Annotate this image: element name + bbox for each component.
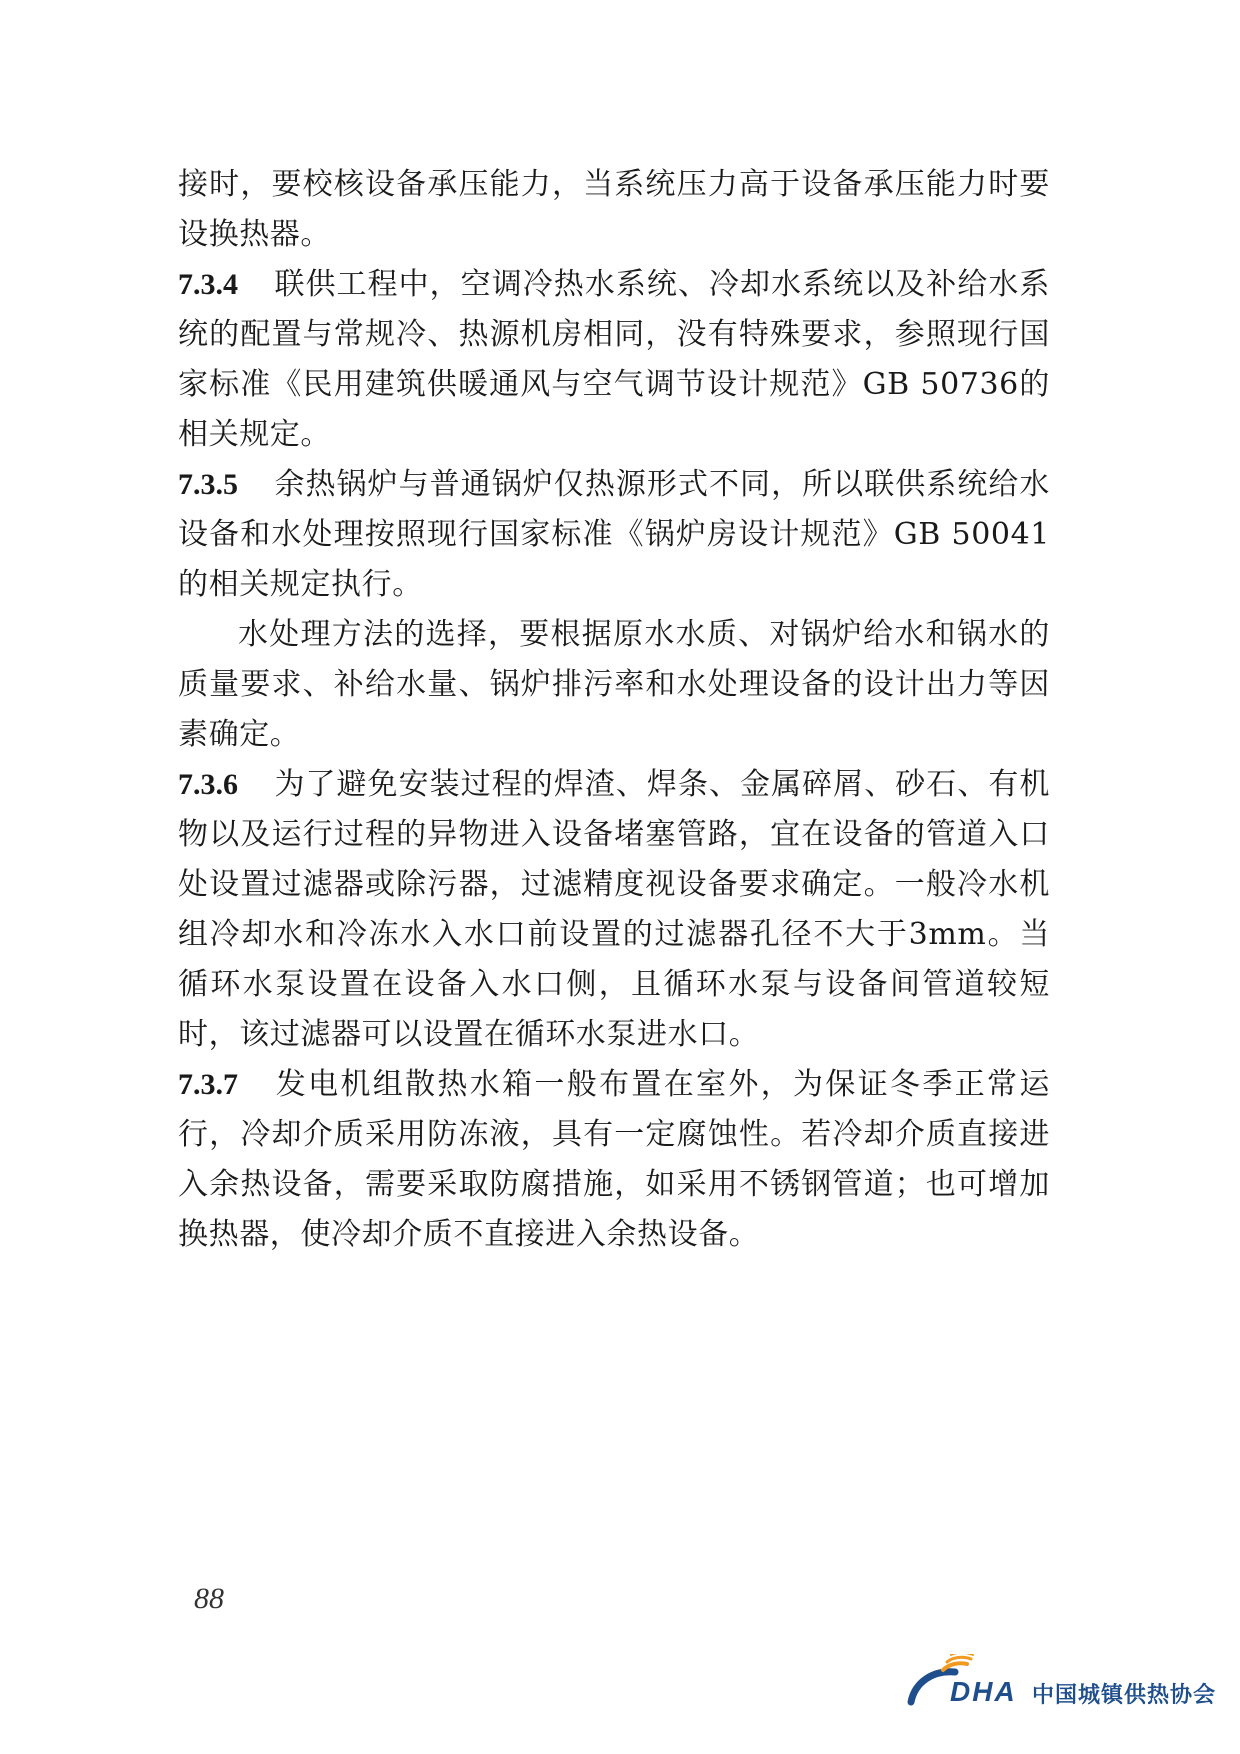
document-body bbox=[178, 160, 1050, 1260]
paragraph-text: 余热锅炉与普通锅炉仅热源形式不同，所以联供系统给水设备和水处理按照现行国家标准《锅炉房设计规范》GB 50041的相关规定执行。 bbox=[178, 467, 1050, 602]
clause-7-3-4 bbox=[178, 260, 1050, 460]
paragraph-text: 发电机组散热水箱一般布置在室外，为保证冬季正常运行，冷却介质采用防冻液，具有一定腐蚀性。若冷却介质直接进入余热设备，需要采取防腐措施，如采用不锈钢管道；也可增加换热器，使冷却介质不直接进入余热设备。 bbox=[178, 1067, 1050, 1252]
clause-7-3-5 bbox=[178, 460, 1050, 610]
paragraph-text: 水处理方法的选择，要根据原水水质、对锅炉给水和锅水的质量要求、补给水量、锅炉排污率和水处理设备的设计出力等因素确定。 bbox=[178, 617, 1050, 752]
clause-number: 7.3.6 bbox=[178, 768, 238, 801]
paragraph-water-treatment bbox=[178, 610, 1050, 760]
clause-number: 7.3.5 bbox=[178, 468, 238, 501]
clause-7-3-7 bbox=[178, 1060, 1050, 1260]
page-number: 88 bbox=[194, 1582, 224, 1615]
paragraph-text: 为了避免安装过程的焊渣、焊条、金属碎屑、砂石、有机物以及运行过程的异物进入设备堵塞管路，宜在设备的管道入口处设置过滤器或除污器，过滤精度视设备要求确定。一般冷水机组冷却水和冷冻水入水口前设置的过滤器孔径不大于3mm。当循环水泵设置在设备入水口侧，且循环水泵与设备间管道较短时，该过滤器可以设置在循环水泵进水口。 bbox=[178, 767, 1050, 1052]
footer-logo bbox=[903, 1654, 1215, 1714]
paragraph-continuation bbox=[178, 160, 1050, 260]
logo-abbreviation: DHA bbox=[950, 1676, 1017, 1707]
clause-7-3-6 bbox=[178, 760, 1050, 1060]
organization-name: 中国城镇供热协会 bbox=[1032, 1683, 1217, 1708]
clause-number: 7.3.4 bbox=[178, 268, 238, 301]
paragraph-text: 接时，要校核设备承压能力，当系统压力高于设备承压能力时要设换热器。 bbox=[178, 167, 1050, 252]
paragraph-text: 联供工程中，空调冷热水系统、冷却水系统以及补给水系统的配置与常规冷、热源机房相同，没有特殊要求，参照现行国家标准《民用建筑供暖通风与空气调节设计规范》GB 50736的相关规定。 bbox=[178, 267, 1050, 452]
clause-number: 7.3.7 bbox=[178, 1068, 238, 1101]
